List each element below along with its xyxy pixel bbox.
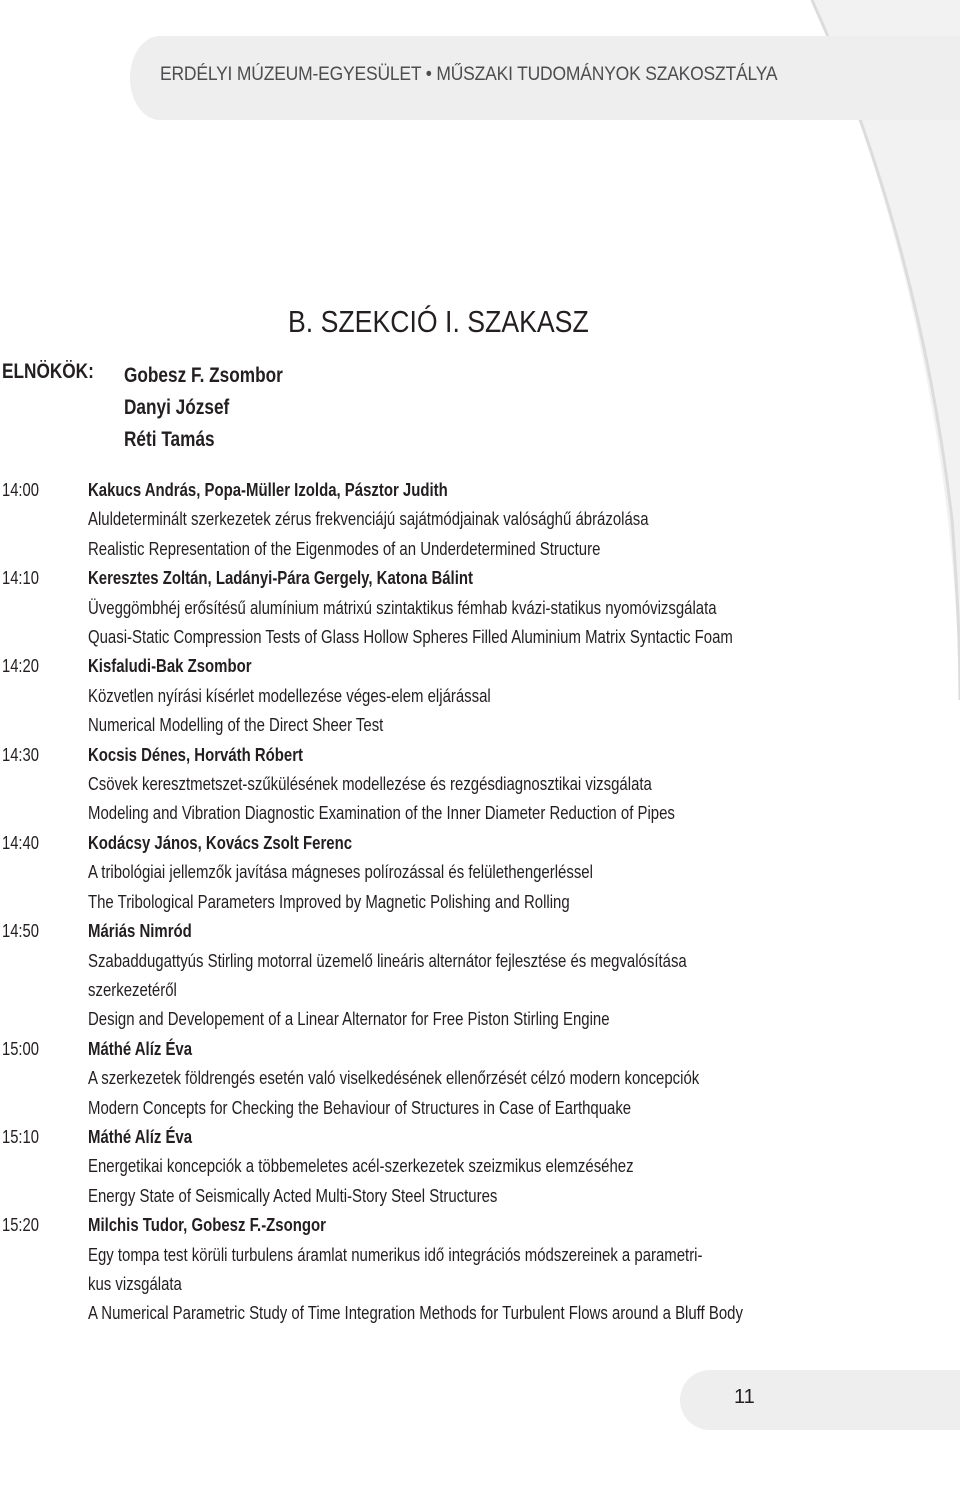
talk-time: 14:50 (2, 921, 39, 942)
section-title: B. SZEKCIÓ I. SZAKASZ (288, 304, 589, 339)
talk-entry (0, 476, 900, 564)
chairs-label: ELNÖKÖK: (2, 360, 94, 383)
talk-time: 15:00 (2, 1038, 39, 1059)
talk-time: 14:00 (2, 480, 39, 500)
talk-title-hu-cont: kus vizsgálata (88, 1273, 182, 1294)
talk-authors: Kisfaludi-Bak Zsombor (88, 656, 252, 677)
talk-title-en: Design and Developement of a Linear Alternator for Free Piston Stirling Engine (88, 1009, 610, 1030)
talk-time: 15:20 (2, 1215, 39, 1236)
talk-entry (0, 564, 900, 652)
talk-title-hu: Aluldeterminált szerkezetek zérus frekvenciájú sajátmódjainak valósághű ábrázolása (88, 509, 649, 530)
talk-title-en: Energy State of Seismically Acted Multi-Story Steel Structures (88, 1185, 498, 1206)
talk-title-hu: Csövek keresztmetszet-szűkülésének modellezése és rezgésdiagnosztikai vizsgálata (88, 774, 652, 795)
talk-title-hu: Egy tompa test körüli turbulens áramlat numerikus idő integrációs módszereinek a parametri- (88, 1244, 703, 1265)
talk-title-en: Modern Concepts for Checking the Behaviour of Structures in Case of Earthquake (88, 1097, 632, 1118)
talk-authors: Kocsis Dénes, Horváth Róbert (88, 744, 304, 765)
chairs-list (124, 360, 318, 456)
talk-title-hu: Közvetlen nyírási kísérlet modellezése véges-elem eljárással (88, 685, 491, 706)
talk-title-hu: Energetikai koncepciók a többemeletes acél-szerkezetek szeizmikus elemzéséhez (88, 1156, 634, 1177)
talk-authors: Máthé Alíz Éva (88, 1126, 193, 1147)
header-title: ERDÉLYI MÚZEUM-EGYESÜLET • MŰSZAKI TUDOMÁNYOK SZAKOSZTÁLYA (160, 64, 778, 85)
talk-authors: Máriás Nimród (88, 921, 192, 942)
talk-title-hu-cont: szerkezetéről (88, 979, 177, 1000)
chair-name: Danyi József (124, 396, 230, 419)
talk-title-en: Numerical Modelling of the Direct Sheer Test (88, 715, 384, 736)
talk-title-en: Quasi-Static Compression Tests of Glass Hollow Spheres Filled Aluminium Matrix Syntactic Foam (88, 627, 733, 648)
talk-entry (0, 1035, 900, 1123)
talk-entry (0, 741, 900, 829)
page-number: 11 (734, 1386, 755, 1408)
page-number-tab (680, 1370, 960, 1430)
talk-entry (0, 1123, 900, 1211)
chair-name: Réti Tamás (124, 428, 215, 451)
talk-time: 14:40 (2, 832, 39, 853)
talk-title-en: A Numerical Parametric Study of Time Integration Methods for Turbulent Flows around a Bluff Body (88, 1303, 743, 1324)
talk-title-en: Modeling and Vibration Diagnostic Examination of the Inner Diameter Reduction of Pipes (88, 803, 675, 824)
talk-title-hu: A szerkezetek földrengés esetén való viselkedésének ellenőrzését célzó modern koncepciók (88, 1068, 700, 1089)
talk-authors: Keresztes Zoltán, Ladányi-Pára Gergely, Katona Bálint (88, 568, 473, 589)
talk-title-en: Realistic Representation of the Eigenmodes of an Underdetermined Structure (88, 538, 601, 559)
talk-title-hu: Üveggömbhéj erősítésű alumínium mátrixú szintaktikus fémhab kvázi-statikus nyomóvizsgálata (88, 597, 717, 618)
talk-time: 14:30 (2, 744, 39, 765)
talk-authors: Kodácsy János, Kovács Zsolt Ferenc (88, 832, 353, 853)
talk-title-en: The Tribological Parameters Improved by Magnetic Polishing and Rolling (88, 891, 570, 912)
talk-authors: Milchis Tudor, Gobesz F.-Zsongor (88, 1215, 326, 1236)
talk-entry (0, 652, 900, 740)
talk-entry (0, 829, 900, 917)
talk-time: 15:10 (2, 1126, 39, 1147)
talk-time: 14:10 (2, 568, 39, 589)
program-list (0, 476, 900, 1329)
talk-time: 14:20 (2, 656, 39, 677)
talk-title-hu: Szabaddugattyús Stirling motorral üzemelő lineáris alternátor fejlesztése és megvalósítása (88, 950, 687, 971)
talk-authors: Kakucs András, Popa-Müller Izolda, Pásztor Judith (88, 480, 448, 500)
chair-name: Gobesz F. Zsombor (124, 364, 283, 387)
talk-title-hu: A tribológiai jellemzők javítása mágneses polírozással és felülethengerléssel (88, 862, 593, 883)
talk-entry (0, 1211, 900, 1329)
talk-entry (0, 917, 900, 1035)
talk-authors: Máthé Alíz Éva (88, 1038, 193, 1059)
